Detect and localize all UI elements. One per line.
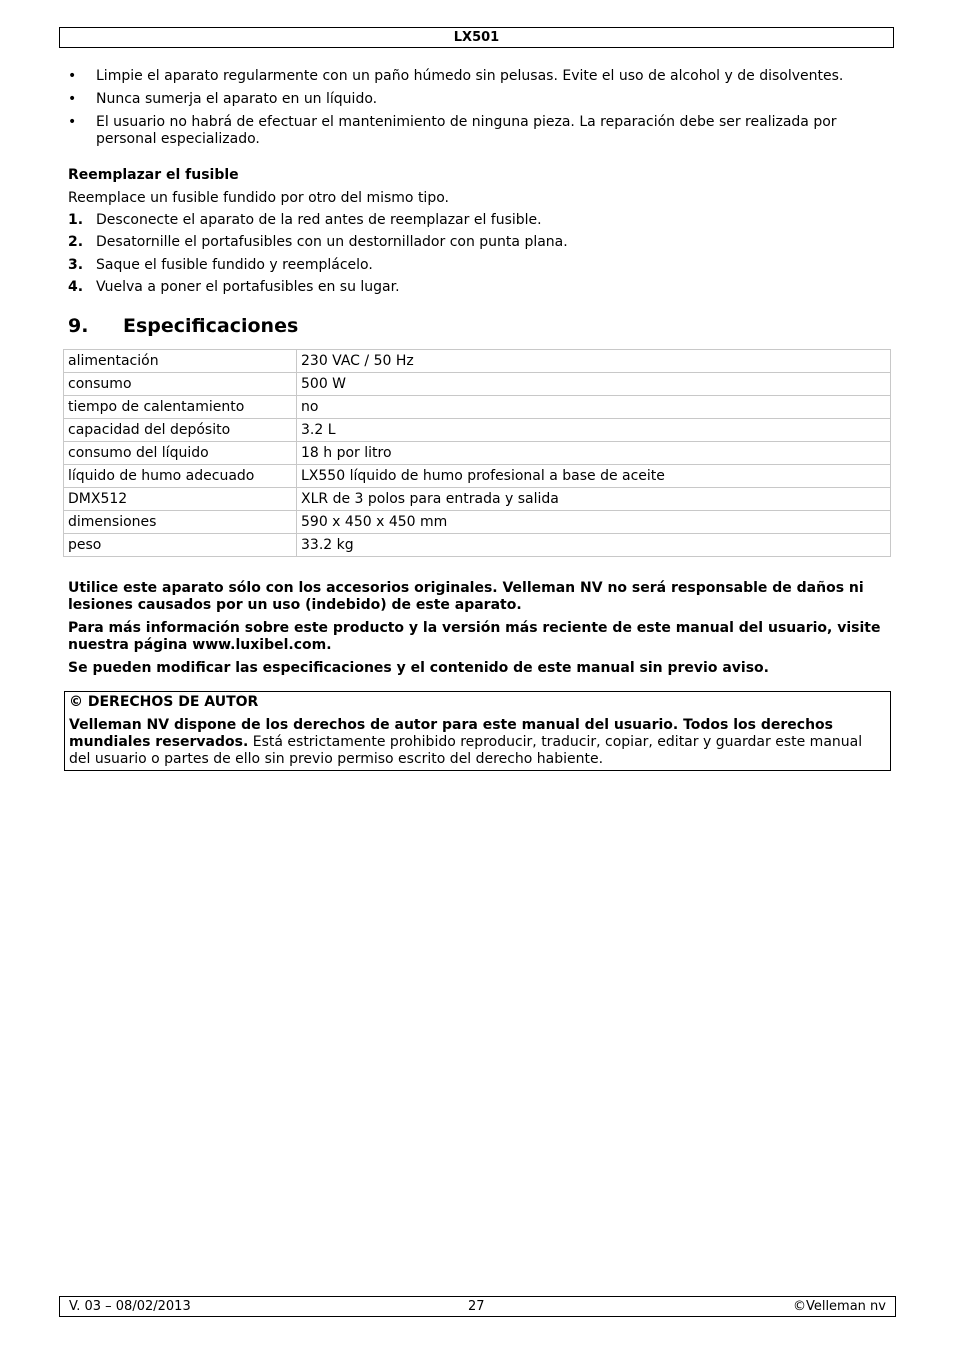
step-item bbox=[68, 234, 890, 251]
note-accessories: Utilice este aparato sólo con los accesorios originales. Velleman NV no será responsable de daños ni lesiones causados por un uso (indebido) de este aparato. bbox=[68, 580, 864, 613]
spec-value: XLR de 3 polos para entrada y salida bbox=[297, 488, 891, 511]
table-row bbox=[64, 488, 891, 511]
spec-value: 3.2 L bbox=[297, 419, 891, 442]
copyright-text: Está estrictamente prohibido reproducir, traducir, copiar, editar y guardar este manual del usuario o partes de ello sin previo permiso escrito del derecho habiente. bbox=[69, 734, 863, 767]
spec-table bbox=[63, 349, 891, 557]
step-item bbox=[68, 212, 890, 229]
spec-value: 590 x 450 x 450 mm bbox=[297, 511, 891, 534]
spec-label: consumo bbox=[64, 373, 297, 396]
step-number: 2. bbox=[68, 234, 84, 251]
spec-label: líquido de humo adecuado bbox=[64, 465, 297, 488]
spec-label: peso bbox=[64, 534, 297, 557]
footer-version: V. 03 – 08/02/2013 bbox=[69, 1299, 191, 1314]
section-number: 9. bbox=[68, 315, 89, 337]
section-heading bbox=[68, 315, 298, 337]
spec-label: tiempo de calentamiento bbox=[64, 396, 297, 419]
step-number: 1. bbox=[68, 212, 84, 228]
footer-page-number: 27 bbox=[468, 1299, 485, 1314]
section-title: Especificaciones bbox=[123, 315, 299, 337]
step-item bbox=[68, 279, 890, 296]
step-item bbox=[68, 257, 890, 274]
fuse-intro: Reemplace un fusible fundido por otro del mismo tipo. bbox=[68, 190, 449, 206]
copyright-bold-text: Velleman NV dispone de los derechos de autor para este manual del usuario. Todos los derechos mundiales reservados. bbox=[69, 717, 834, 750]
table-row bbox=[64, 534, 891, 557]
list-item: • Nunca sumerja el aparato en un líquido. bbox=[68, 91, 890, 108]
step-text: Saque el fusible fundido y reemplácelo. bbox=[96, 256, 373, 273]
table-row bbox=[64, 396, 891, 419]
table-row bbox=[64, 511, 891, 534]
spec-value: 500 W bbox=[297, 373, 891, 396]
maintenance-list bbox=[68, 68, 890, 154]
spec-label: dimensiones bbox=[64, 511, 297, 534]
spec-label: DMX512 bbox=[64, 488, 297, 511]
fuse-heading: Reemplazar el fusible bbox=[68, 167, 239, 183]
copyright-title: © DERECHOS DE AUTOR bbox=[69, 694, 259, 710]
spec-value: 33.2 kg bbox=[297, 534, 891, 557]
footer-copyright: ©Velleman nv bbox=[792, 1299, 886, 1314]
step-text: Desconecte el aparato de la red antes de reemplazar el fusible. bbox=[96, 212, 542, 228]
spec-label: consumo del líquido bbox=[64, 442, 297, 465]
spec-value: 18 h por litro bbox=[297, 442, 891, 465]
step-text: Vuelva a poner el portafusibles en su lugar. bbox=[96, 278, 400, 295]
note-more-info: Para más información sobre este producto y la versión más reciente de este manual del usuario, visite nuestra página www.luxibel.com. bbox=[68, 620, 881, 653]
table-row bbox=[64, 373, 891, 396]
copyright-body bbox=[69, 717, 886, 768]
step-number: 4. bbox=[68, 278, 84, 295]
table-row bbox=[64, 419, 891, 442]
page-footer bbox=[59, 1296, 896, 1317]
spec-label: capacidad del depósito bbox=[64, 419, 297, 442]
spec-label: alimentación bbox=[64, 350, 297, 373]
spec-value: LX550 líquido de humo profesional a base de aceite bbox=[297, 465, 891, 488]
note-specs-change: Se pueden modificar las especificaciones y el contenido de este manual sin previo aviso. bbox=[68, 660, 769, 676]
list-item: • El usuario no habrá de efectuar el mantenimiento de ninguna pieza. La reparación debe ser realizada por personal especializado. bbox=[68, 114, 890, 148]
list-item: • Limpie el aparato regularmente con un paño húmedo sin pelusas. Evite el uso de alcohol y de disolventes. bbox=[68, 68, 890, 85]
copyright-box bbox=[64, 691, 891, 771]
page-header-model: LX501 bbox=[59, 27, 894, 48]
step-text: Desatornille el portafusibles con un destornillador con punta plana. bbox=[96, 234, 568, 251]
fuse-steps bbox=[68, 212, 890, 301]
spec-value: no bbox=[297, 396, 891, 419]
step-number: 3. bbox=[68, 256, 84, 273]
table-row bbox=[64, 465, 891, 488]
table-row bbox=[64, 442, 891, 465]
table-row bbox=[64, 350, 891, 373]
spec-value: 230 VAC / 50 Hz bbox=[297, 350, 891, 373]
